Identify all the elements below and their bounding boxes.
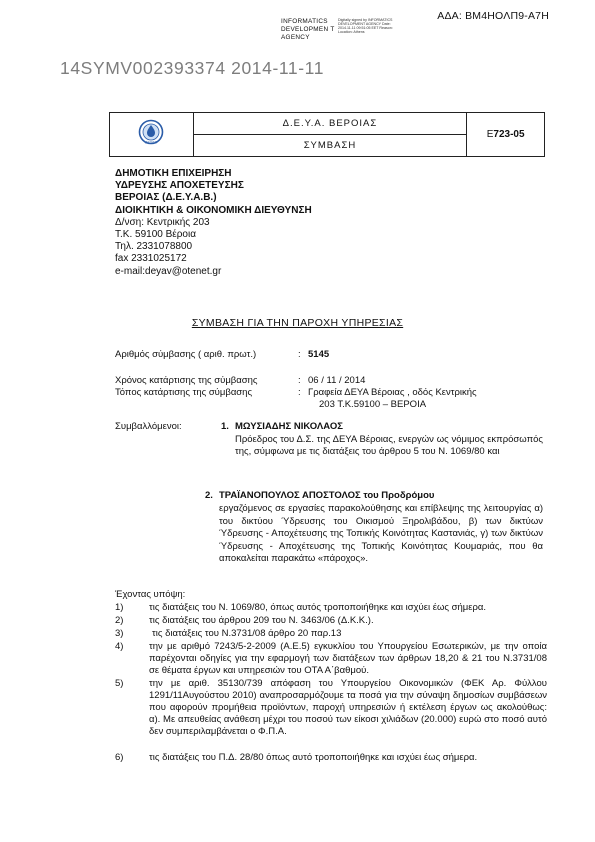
colon: :: [298, 387, 301, 398]
list-item-number: 3): [115, 628, 124, 639]
list-item-number: 2): [115, 615, 124, 626]
document-id-watermark: 14SYMV002393374 2014-11-11: [60, 58, 325, 78]
party-2-name: ΤΡΑΪΑΝΟΠΟΥΛΟΣ ΑΠΟΣΤΟΛΟΣ του Προδρόμου: [219, 490, 435, 501]
party-1-number: 1.: [221, 421, 229, 432]
colon: :: [298, 349, 301, 360]
list-item-number: 5): [115, 678, 124, 689]
list-item-number: 4): [115, 641, 124, 652]
contract-number-label: Αριθμός σύμβασης ( αριθ. πρωτ.): [115, 349, 257, 360]
contract-place-value-1: Γραφεία ΔΕΥΑ Βέροιας , οδός Κεντρικής: [308, 387, 477, 398]
sender-line-4: ΔΙΟΙΚΗΤΙΚΗ & ΟΙΚΟΝΟΜΙΚΗ ΔΙΕΥΘΥΝΣΗ: [115, 204, 312, 216]
contract-place-label: Τόπος κατάρτισης της σύμβασης: [115, 387, 253, 398]
org-name: Δ.Ε.Υ.Α. ΒΕΡΟΙΑΣ: [193, 113, 467, 135]
stamp-agency-name: INFORMATICS DEVELOPMEN T AGENCY: [281, 18, 335, 41]
list-item-text: τις διατάξεις του Ν.3731/08 άρθρο 20 παρ.13: [152, 628, 342, 639]
sender-line-1: ΔΗΜΟΤΙΚΗ ΕΠΙΧΕΙΡΗΣΗ: [115, 168, 232, 179]
sender-phone: Τηλ. 2331078800: [115, 241, 193, 253]
digital-signature-stamp: [281, 18, 406, 42]
contract-place-value-2: 203 Τ.Κ.59100 – ΒΕΡΟΙΑ: [319, 399, 427, 410]
party-2-description: εργαζόμενος σε εργασίες παρακολούθησης και επίβλεψης της λειτουργίας α) του δικτύου Ύδρευσης του Οικισμού Ξηρολιβάδου, β) των δικτύων Ύδρευσης - Αποχέτευσης της Τοπικής Κοινότητας Καστανιάς, γ) των δικτύων Ύδρευσης - Αποχέτευσης της Τοπικής Κοινότητας Κουμαριάς, που θα αποκαλείται παρακάτω «πάροχος».: [219, 503, 543, 564]
code-prefix: Ε: [486, 129, 494, 140]
list-item-text: τις διατάξεις του άρθρου 209 του Ν. 3463/06 (Δ.Κ.Κ.).: [149, 615, 374, 626]
party-2-number: 2.: [205, 490, 213, 501]
sender-block: [115, 168, 312, 278]
sender-email: e-mail:deyav@otenet.gr: [115, 265, 222, 277]
list-item-text: την με αριθ. 35130/739 απόφαση του Υπουργείου Οικονομικών (ΦΕΚ Αρ. Φύλλου 1291/11Αυγούστου 2010) αναπροσαρμόζουμε τα ποσά για την σύναψη δημοσίων συμβάσεων που αφορούν προμήθεια προϊόντων, παροχή υπηρεσιών ή εκτέλεση έργων ως ακολούθως: α). Με απευθείας ανάθεση μέχρι του ποσού των είκοσι χιλιάδων (20.000) ευρώ στο ποσό αυτό δεν συμπεριλαμβάνεται ο Φ.Π.Α.: [149, 678, 547, 737]
deyab-logo-icon: [138, 119, 164, 145]
contract-time-value: 06 / 11 / 2014: [308, 375, 366, 386]
list-item-text: τις διατάξεις του Π.Δ. 28/80 όπως αυτό τροποποιήθηκε και ισχύει έως σήμερα.: [149, 752, 478, 763]
list-item-text: τις διατάξεις του Ν. 1069/80, όπως αυτός τροποποιήθηκε και ισχύει έως σήμερα.: [149, 602, 486, 613]
code-number: 723-05: [493, 129, 525, 140]
colon: :: [298, 375, 301, 386]
contract-number-value: 5145: [308, 349, 330, 360]
list-item-number: 1): [115, 602, 124, 613]
sender-postal: Τ.Κ. 59100 Βέροια: [115, 229, 196, 241]
sender-line-2: ΥΔΡΕΥΣΗΣ ΑΠΟΧΕΤΕΥΣΗΣ: [115, 180, 244, 192]
party-1-description: Πρόεδρος του Δ.Σ. της ΔΕΥΑ Βέροιας, ενεργών ως νόμιμος εκπρόσωπός της, σύμφωνα με τις διατάξεις του άρθρου 5 του Ν. 1069/80 και: [235, 434, 543, 457]
parties-label: Συμβαλλόμενοι:: [115, 421, 182, 432]
sender-address: Δ/νση: Κεντρικής 203: [115, 216, 210, 228]
sender-line-3: ΒΕΡΟΙΑΣ (Δ.Ε.Υ.Α.Β.): [115, 192, 217, 204]
party-1-name: ΜΩΥΣΙΑΔΗΣ ΝΙΚΟΛΑΟΣ: [235, 421, 343, 432]
contract-heading: ΣΥΜΒΑΣΗ ΓΙΑ ΤΗΝ ΠΑΡΟΧΗ ΥΠΗΡΕΣΙΑΣ: [191, 317, 404, 329]
list-item-number: 6): [115, 752, 124, 763]
considering-intro: Έχοντας υπόψη:: [115, 589, 186, 600]
ada-code: ΑΔΑ: ΒΜ4ΗΟΛΠ9-Α7Η: [437, 10, 549, 22]
document-code: [467, 113, 545, 157]
header-table: [109, 112, 545, 157]
logo-cell: [110, 113, 194, 157]
sender-fax: fax 2331025172: [115, 253, 187, 265]
list-item-text: την με αριθμό 7243/5-2-2009 (Α.Ε.5) εγκυκλίου του Υπουργείου Εσωτερικών, με την οποία παρέχονται οδηγίες για την εφαρμογή των διατάξεων των άρθρων 18,20 & 21 του Ν.3731/08 σε θέματα έργων και υπηρεσιών του ΟΤΑ Α΄βαθμού.: [149, 641, 547, 676]
document-type: ΣΥΜΒΑΣΗ: [193, 135, 467, 157]
contract-time-label: Χρόνος κατάρτισης της σύμβασης: [115, 375, 258, 386]
logo-text: ΔΕΥΑΒ: [145, 140, 158, 145]
stamp-signature-details: Digitally signed by INFORMATICS DEVELOPMENT AGENCY Date: 2014.11.11 09:51:05 EET Reason: Location: Athens: [338, 18, 393, 35]
